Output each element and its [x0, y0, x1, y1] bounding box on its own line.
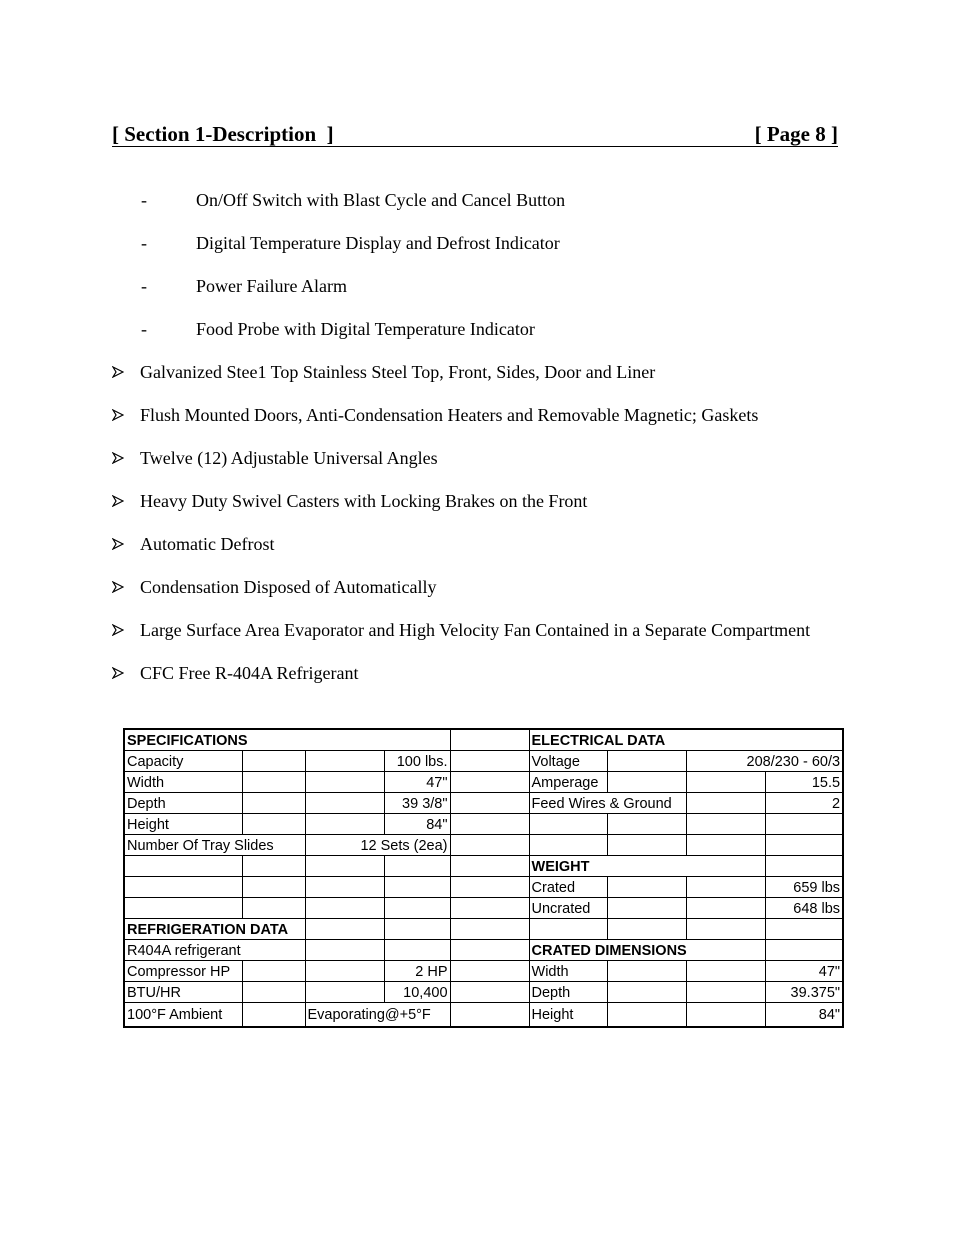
table-row: [124, 793, 843, 814]
feed-wires-label: Feed Wires & Ground: [529, 793, 686, 814]
bullet-item-text: Heavy Duty Swivel Casters with Locking Brakes on the Front: [140, 491, 588, 511]
uncrated-value: 648 lbs: [765, 898, 843, 919]
empty-cell: [242, 772, 305, 793]
empty-cell: [686, 919, 765, 940]
specifications-table: [123, 728, 844, 1028]
empty-cell: [124, 898, 242, 919]
crated-width-label: Width: [529, 961, 607, 982]
empty-cell: [686, 982, 765, 1003]
bullet-item-text: Automatic Defrost: [140, 534, 275, 554]
empty-cell: [607, 835, 686, 856]
bullet-item-text: CFC Free R-404A Refrigerant: [140, 663, 359, 683]
refrigerant-label: R404A refrigerant: [124, 940, 305, 961]
section-title: [ Section 1-Description ]: [112, 122, 334, 146]
page-number: [ Page 8 ]: [754, 122, 838, 146]
empty-cell: [607, 919, 686, 940]
empty-cell: [450, 814, 529, 835]
crated-dimensions-heading: CRATED DIMENSIONS: [529, 940, 765, 961]
ambient-label: 100°F Ambient: [124, 1003, 242, 1028]
empty-cell: [384, 940, 450, 961]
dash-list-item: [141, 275, 841, 297]
empty-cell: [765, 856, 843, 877]
bullet-item-text: Condensation Disposed of Automatically: [140, 577, 437, 597]
bullet-item-text: Flush Mounted Doors, Anti-Condensation Heaters and Removable Magnetic; Gaskets: [140, 405, 759, 425]
depth-value: 39 3/8": [384, 793, 450, 814]
dash-marker: -: [141, 276, 147, 296]
empty-cell: [305, 877, 384, 898]
empty-cell: [686, 835, 765, 856]
empty-cell: [242, 814, 305, 835]
dash-list-item: [141, 232, 841, 254]
empty-cell: [242, 856, 305, 877]
arrowhead-bullet-icon: [112, 624, 124, 636]
empty-cell: [607, 961, 686, 982]
width-label: Width: [124, 772, 242, 793]
table-row: [124, 919, 843, 940]
table-row: [124, 772, 843, 793]
empty-cell: [529, 919, 607, 940]
electrical-heading: ELECTRICAL DATA: [529, 729, 843, 751]
empty-cell: [242, 877, 305, 898]
empty-cell: [529, 814, 607, 835]
arrowhead-bullet-icon: [112, 538, 124, 550]
table-row: [124, 814, 843, 835]
amperage-value: 15.5: [765, 772, 843, 793]
specifications-heading: SPECIFICATIONS: [124, 729, 450, 751]
empty-cell: [686, 898, 765, 919]
crated-label: Crated: [529, 877, 607, 898]
empty-cell: [242, 793, 305, 814]
empty-cell: [450, 898, 529, 919]
table-row: [124, 835, 843, 856]
empty-cell: [686, 814, 765, 835]
table-row: [124, 898, 843, 919]
empty-cell: [305, 919, 384, 940]
bullet-list-item: [112, 619, 852, 641]
table-row: [124, 751, 843, 772]
bullet-list-item: [112, 361, 852, 383]
empty-cell: [607, 814, 686, 835]
empty-cell: [686, 772, 765, 793]
dash-item-text: Food Probe with Digital Temperature Indicator: [196, 319, 535, 339]
empty-cell: [686, 877, 765, 898]
empty-cell: [242, 961, 305, 982]
bullet-item-text: Galvanized Stee1 Top Stainless Steel Top, Front, Sides, Door and Liner: [140, 362, 656, 382]
table-row: [124, 856, 843, 877]
evaporating-value: Evaporating@+5°F: [305, 1003, 450, 1028]
table-row: [124, 729, 843, 751]
empty-cell: [305, 940, 384, 961]
empty-cell: [607, 982, 686, 1003]
arrowhead-bullet-icon: [112, 667, 124, 679]
table-row: [124, 940, 843, 961]
crated-height-value: 84": [765, 1003, 843, 1028]
bullet-list-item: [112, 490, 852, 512]
table-row: [124, 1003, 843, 1028]
empty-cell: [765, 814, 843, 835]
empty-cell: [450, 751, 529, 772]
empty-cell: [686, 1003, 765, 1028]
dash-item-text: Digital Temperature Display and Defrost Indicator: [196, 233, 560, 253]
table-row: [124, 961, 843, 982]
empty-cell: [450, 856, 529, 877]
empty-cell: [305, 898, 384, 919]
depth-label: Depth: [124, 793, 242, 814]
empty-cell: [686, 961, 765, 982]
empty-cell: [765, 919, 843, 940]
empty-cell: [765, 835, 843, 856]
bullet-list-item: [112, 447, 852, 469]
empty-cell: [305, 982, 384, 1003]
empty-cell: [242, 982, 305, 1003]
empty-cell: [124, 877, 242, 898]
dash-list-item: [141, 189, 841, 211]
voltage-value: 208/230 - 60/3: [686, 751, 843, 772]
empty-cell: [607, 751, 686, 772]
btu-value: 10,400: [384, 982, 450, 1003]
crated-height-label: Height: [529, 1003, 607, 1028]
empty-cell: [450, 729, 529, 751]
arrowhead-bullet-icon: [112, 452, 124, 464]
table-row: [124, 982, 843, 1003]
empty-cell: [450, 877, 529, 898]
bullet-list-item: [112, 533, 852, 555]
empty-cell: [607, 898, 686, 919]
empty-cell: [124, 856, 242, 877]
crated-value: 659 lbs: [765, 877, 843, 898]
crated-width-value: 47": [765, 961, 843, 982]
tray-slides-value: 12 Sets (2ea): [305, 835, 450, 856]
capacity-value: 100 lbs.: [384, 751, 450, 772]
dash-item-text: Power Failure Alarm: [196, 276, 347, 296]
empty-cell: [450, 940, 529, 961]
height-value: 84": [384, 814, 450, 835]
empty-cell: [607, 877, 686, 898]
crated-depth-label: Depth: [529, 982, 607, 1003]
empty-cell: [607, 1003, 686, 1028]
feed-wires-value: 2: [765, 793, 843, 814]
empty-cell: [686, 793, 765, 814]
empty-cell: [384, 877, 450, 898]
width-value: 47": [384, 772, 450, 793]
bullet-list-item: [112, 404, 852, 426]
empty-cell: [450, 982, 529, 1003]
empty-cell: [450, 835, 529, 856]
arrowhead-bullet-icon: [112, 409, 124, 421]
empty-cell: [305, 856, 384, 877]
bullet-item-text: Large Surface Area Evaporator and High Velocity Fan Contained in a Separate Compartment: [140, 620, 811, 640]
empty-cell: [450, 1003, 529, 1028]
bullet-item-text: Twelve (12) Adjustable Universal Angles: [140, 448, 438, 468]
empty-cell: [384, 856, 450, 877]
empty-cell: [305, 772, 384, 793]
empty-cell: [450, 793, 529, 814]
bullet-list-item: [112, 576, 852, 598]
empty-cell: [305, 751, 384, 772]
btu-label: BTU/HR: [124, 982, 242, 1003]
arrowhead-bullet-icon: [112, 581, 124, 593]
empty-cell: [450, 961, 529, 982]
empty-cell: [242, 751, 305, 772]
empty-cell: [607, 772, 686, 793]
dash-marker: -: [141, 190, 147, 210]
height-label: Height: [124, 814, 242, 835]
empty-cell: [765, 940, 843, 961]
crated-depth-value: 39.375": [765, 982, 843, 1003]
empty-cell: [242, 1003, 305, 1028]
capacity-label: Capacity: [124, 751, 242, 772]
amperage-label: Amperage: [529, 772, 607, 793]
arrowhead-bullet-icon: [112, 366, 124, 378]
empty-cell: [242, 898, 305, 919]
table-row: [124, 877, 843, 898]
empty-cell: [305, 961, 384, 982]
empty-cell: [305, 814, 384, 835]
empty-cell: [384, 898, 450, 919]
arrowhead-bullet-icon: [112, 495, 124, 507]
empty-cell: [450, 919, 529, 940]
dash-marker: -: [141, 233, 147, 253]
uncrated-label: Uncrated: [529, 898, 607, 919]
tray-slides-label: Number Of Tray Slides: [124, 835, 305, 856]
empty-cell: [450, 772, 529, 793]
compressor-label: Compressor HP: [124, 961, 242, 982]
empty-cell: [529, 835, 607, 856]
bullet-list-item: [112, 662, 852, 684]
voltage-label: Voltage: [529, 751, 607, 772]
dash-marker: -: [141, 319, 147, 339]
empty-cell: [305, 793, 384, 814]
dash-list-item: [141, 318, 841, 340]
refrigeration-heading: REFRIGERATION DATA: [124, 919, 305, 940]
empty-cell: [384, 919, 450, 940]
compressor-value: 2 HP: [384, 961, 450, 982]
weight-heading: WEIGHT: [529, 856, 765, 877]
dash-item-text: On/Off Switch with Blast Cycle and Cancel Button: [196, 190, 566, 210]
page-header: [112, 122, 838, 147]
